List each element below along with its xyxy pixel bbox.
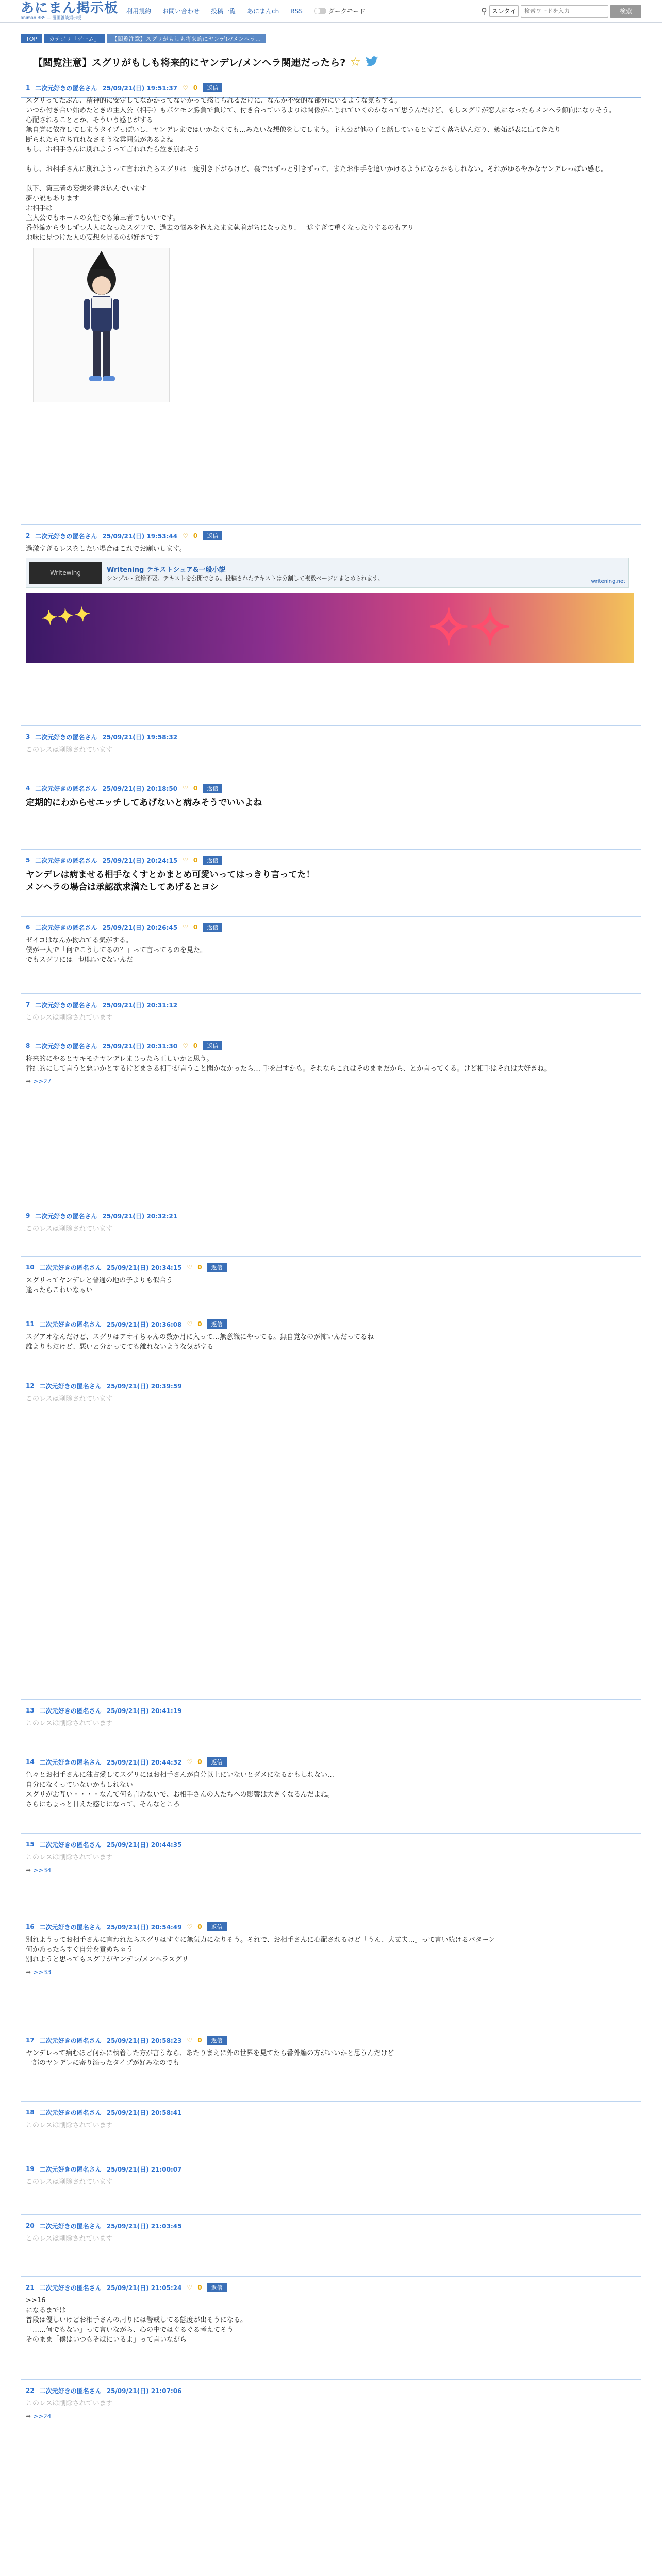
- nav-post-list[interactable]: 投稿一覧: [211, 8, 236, 15]
- post-header: [26, 531, 636, 541]
- post-date: 25/09/21(日) 21:03:45: [106, 2222, 182, 2230]
- post-header: [26, 1705, 636, 1716]
- post-author: 二次元好きの匿名さん: [39, 1320, 102, 1328]
- post-author: 二次元好きの匿名さん: [39, 1758, 102, 1766]
- post-header: [26, 1041, 636, 1051]
- post-body: [26, 1719, 636, 1728]
- link-thumbnail: Writewing: [29, 562, 102, 584]
- post-header: [26, 999, 636, 1010]
- post-body: [26, 1394, 636, 1404]
- search-button[interactable]: 検索: [610, 5, 641, 18]
- post-item: [26, 1922, 636, 1976]
- heart-icon[interactable]: ♡: [187, 1923, 193, 1930]
- post-number[interactable]: 15: [26, 1841, 35, 1848]
- post-date: 25/09/21(日) 20:58:41: [106, 2109, 182, 2116]
- share-arrow-icon[interactable]: ➦: [26, 2413, 31, 2420]
- post-item: [26, 1757, 636, 1809]
- heart-icon[interactable]: ♡: [183, 785, 188, 792]
- post-body: [26, 2399, 636, 2409]
- reply-button[interactable]: 返信: [207, 1319, 227, 1329]
- post-body: [26, 1770, 636, 1809]
- link-text: [107, 564, 591, 582]
- share-arrow-icon[interactable]: ➦: [26, 1867, 31, 1874]
- reply-link-row: [26, 2413, 636, 2420]
- post-body: [26, 796, 636, 809]
- post-divider: [21, 725, 641, 726]
- post-header: [26, 2221, 636, 2231]
- like-count: 0: [197, 2037, 202, 2044]
- post-header: [26, 1839, 636, 1850]
- post-text: このレスは削除されています: [26, 1225, 113, 1233]
- post-author: 二次元好きの匿名さん: [39, 1382, 102, 1390]
- post-body: [26, 1332, 636, 1352]
- post-divider: [21, 849, 641, 850]
- post-divider: [21, 916, 641, 917]
- breadcrumb-top[interactable]: TOP: [21, 34, 42, 43]
- post-body: [26, 1224, 636, 1234]
- post-text: このレスは削除されています: [26, 1854, 113, 1861]
- post-header: [26, 922, 636, 933]
- post-body: [26, 544, 636, 554]
- heart-icon[interactable]: ♡: [183, 84, 188, 91]
- post-body: [26, 2234, 636, 2244]
- heart-icon[interactable]: ♡: [183, 857, 188, 864]
- post-text: 定期的にわからせエッチしてあげないと病みそうでいいよね: [26, 798, 262, 808]
- post-number[interactable]: 2: [26, 532, 30, 539]
- post-item: [26, 2385, 636, 2420]
- heart-icon[interactable]: ♡: [183, 924, 188, 931]
- ad-graphic-number: ✧✧: [428, 598, 511, 656]
- heart-icon[interactable]: ♡: [187, 2284, 193, 2291]
- reply-link-row: [26, 1078, 636, 1085]
- post-header: [26, 1319, 636, 1329]
- post-number[interactable]: 4: [26, 785, 30, 792]
- post-date: 25/09/21(日) 20:32:21: [102, 1212, 178, 1220]
- post-author: 二次元好きの匿名さん: [35, 532, 97, 540]
- post-author: 二次元好きの匿名さん: [39, 1923, 102, 1931]
- reply-button[interactable]: 返信: [207, 1922, 227, 1931]
- post-divider: [21, 2101, 641, 2102]
- post-item: [26, 1319, 636, 1352]
- post-author: 二次元好きの匿名さん: [35, 924, 97, 931]
- like-count: 0: [197, 1758, 202, 1766]
- post-header: [26, 2164, 636, 2174]
- search-icon: ⚲: [481, 6, 487, 16]
- post-divider: [21, 993, 641, 994]
- post-date: 25/09/21(日) 20:36:08: [106, 1320, 182, 1328]
- favorite-star-icon[interactable]: ☆: [350, 55, 361, 69]
- reply-button[interactable]: 返信: [207, 1263, 227, 1272]
- post-item: [26, 783, 636, 809]
- post-author: 二次元好きの匿名さん: [35, 733, 97, 741]
- post-author: 二次元好きの匿名さん: [39, 2284, 102, 2292]
- reply-button[interactable]: 返信: [203, 923, 222, 932]
- post-text: このレスは削除されています: [26, 2178, 113, 2186]
- post-number[interactable]: 18: [26, 2109, 35, 2116]
- post-number[interactable]: 16: [26, 1923, 35, 1930]
- post-number[interactable]: 10: [26, 1264, 35, 1271]
- post-item: [26, 2164, 636, 2187]
- post-text: スグアオなんだけど、スグリはアオイちゃんの数か月に入って…無意識にやってる。無自覚なのが怖いんだってるね 誰よりもだけど、悪いと分かってても離れないような気がする: [26, 1333, 374, 1351]
- post-header: [26, 1757, 636, 1767]
- logo-subtitle: animan BBS — 漫画雑談掲示板: [21, 15, 81, 20]
- post-text: ゼイコはなんか拗ねてる気がする。 僕が一人で「何でこうしてるの？」って言ってるのを見た。 でもスグリには一切無いでないんだ: [26, 937, 207, 964]
- link-title: Writening テキストシェア&一般小説: [107, 566, 226, 574]
- post-text: ヤンデレって病むほど何かに執着した方が言うなら、あたりまえに外の世界を見てたら番外編の方がいいかと思うんだけど 一部のヤンデレに寄り添ったタイプが好みなのでも: [26, 2049, 394, 2067]
- post-date: 25/09/21(日) 20:24:15: [102, 857, 178, 865]
- nav-rss[interactable]: RSS: [290, 7, 303, 15]
- post-date: 25/09/21(日) 20:44:32: [106, 1758, 182, 1766]
- dark-mode-label: ダークモード: [328, 8, 366, 15]
- advertisement-banner[interactable]: [26, 593, 634, 663]
- reply-button[interactable]: 返信: [207, 1757, 227, 1767]
- post-author: 二次元好きの匿名さん: [35, 1042, 97, 1050]
- post-header: [26, 1211, 636, 1221]
- nav-terms[interactable]: 利用規約: [126, 8, 152, 15]
- like-count: 0: [193, 1042, 198, 1049]
- reply-button[interactable]: 返信: [203, 83, 222, 92]
- reply-anchor-link[interactable]: >>24: [33, 2413, 52, 2420]
- post-number[interactable]: 17: [26, 2037, 35, 2044]
- post-date: 25/09/21(日) 20:34:15: [106, 1264, 182, 1272]
- post-item: [26, 2107, 636, 2130]
- post-date: 25/09/21(日) 20:18:50: [102, 785, 178, 792]
- post-date: 25/09/21(日) 20:54:49: [106, 1923, 182, 1931]
- post-text: このレスは削除されています: [26, 1395, 113, 1403]
- post-divider: [21, 1833, 641, 1834]
- post-number[interactable]: 5: [26, 857, 30, 864]
- reply-button[interactable]: 返信: [203, 531, 222, 540]
- post-divider: [21, 2214, 641, 2215]
- post-list: [21, 0, 641, 2576]
- post-text: スグリってたぶん、精神的に安定してなかかってないかって感じられるだけに、なんか不安的な部分にいるような気もする。 いつか付き合い始めたときの主人公（相手）もポケモン勝負で負けて、付き合っているよりは関係がこじれていくのかなって思うんだけど、もしスグリが恋人になったらメンヘラ傾向になりそう。 心配されることとか、そういう感じがする 無自覚に依存してしまうタイプっぽいし、ヤンデレまではいかなくても…みたいな想像をしてしまう。主人公が他の子と話しているとすごく落ち込んだり、嫉妬が表に出てきたり 断られたら立ち直れなさそうな雰囲気があるよね もし、お相手さんに別れようって言われたら泣き崩れそう もし、お相手さんに別れようって言われたらスグリは一度引き下がるけど、裏ではずっと引きずって、またお相手を追いかけるようになるかもしれない。それがゆるやかなヤンデレっぽい感じ。 以下、第三者の妄想を書き込んでいます 夢小説もあります お相手は 主人公でもホームの女性でも第三者でもいいです。 番外編から少しずつ大人になったスグリで、過去の悩みを抱えたまま執着がちになったり、一途すぎて重くなったりするのもアリ 地味に見つけた人の妄想を見るのが好きです: [26, 97, 616, 242]
- like-count: 0: [193, 924, 198, 931]
- post-text: スグリってヤンデレと普通の地の子よりも似合う 逢ったらこわいなぁい: [26, 1277, 173, 1294]
- post-date: 25/09/21(日) 19:53:44: [102, 532, 178, 540]
- like-count: 0: [193, 785, 198, 792]
- link-card[interactable]: [26, 558, 629, 588]
- post-item: [26, 1262, 636, 1295]
- post-date: 25/09/21(日) 20:26:45: [102, 924, 178, 931]
- like-count: 0: [197, 1923, 202, 1930]
- heart-icon[interactable]: ♡: [183, 1042, 188, 1049]
- post-text: 過激すぎるレスをしたい場合はこれでお願いします。: [26, 545, 186, 553]
- post-header: [26, 855, 636, 866]
- heart-icon[interactable]: ♡: [183, 532, 188, 539]
- post-body: [26, 96, 636, 243]
- page-title: 【閲覧注意】スグリがもしも将来的にヤンデレ/メンヘラ関連だったら?: [33, 57, 346, 69]
- reply-button[interactable]: 返信: [203, 784, 222, 793]
- link-domain: writening.net: [591, 579, 625, 584]
- share-arrow-icon[interactable]: ➦: [26, 1078, 31, 1085]
- post-author: 二次元好きの匿名さん: [39, 2165, 102, 2173]
- reply-link-row: [26, 1969, 636, 1976]
- post-text: このレスは削除されています: [26, 746, 113, 754]
- post-header: [26, 2035, 636, 2045]
- post-header: [26, 1381, 636, 1391]
- post-header: [26, 783, 636, 793]
- post-item: [26, 999, 636, 1023]
- post-number[interactable]: 1: [26, 84, 30, 91]
- heart-icon[interactable]: ♡: [187, 1264, 193, 1271]
- breadcrumb-category[interactable]: カテゴリ「ゲーム」: [44, 34, 105, 43]
- post-author: 二次元好きの匿名さん: [35, 1001, 97, 1009]
- post-item: [26, 2035, 636, 2068]
- heart-icon[interactable]: ♡: [187, 1758, 193, 1766]
- post-text: このレスは削除されています: [26, 2400, 113, 2408]
- like-count: 0: [197, 2284, 202, 2291]
- search-scope-select[interactable]: スレタイ: [489, 5, 519, 17]
- reply-anchor-link[interactable]: >>33: [33, 1969, 52, 1976]
- like-count: 0: [193, 84, 198, 91]
- post-author: 二次元好きの匿名さん: [39, 2387, 102, 2395]
- reply-button[interactable]: 返信: [203, 1041, 222, 1050]
- post-number[interactable]: 12: [26, 1382, 35, 1389]
- post-body: [26, 1054, 636, 1074]
- reply-button[interactable]: 返信: [207, 2036, 227, 2045]
- post-header: [26, 2107, 636, 2117]
- post-header: [26, 82, 636, 93]
- nav-contact[interactable]: お問い合わせ: [162, 8, 200, 15]
- post-item: [26, 531, 636, 663]
- post-date: 25/09/21(日) 20:31:12: [102, 1001, 178, 1009]
- post-number[interactable]: 21: [26, 2284, 35, 2291]
- ad-logo-graphic: ✦✦✦: [40, 602, 92, 630]
- post-number[interactable]: 3: [26, 733, 30, 740]
- post-number[interactable]: 9: [26, 1212, 30, 1219]
- post-date: 25/09/21(日) 20:41:19: [106, 1707, 182, 1715]
- reply-button[interactable]: 返信: [203, 856, 222, 865]
- post-item: [26, 1839, 636, 1874]
- post-number[interactable]: 13: [26, 1707, 35, 1714]
- like-count: 0: [197, 1320, 202, 1328]
- post-text: このレスは削除されています: [26, 2235, 113, 2243]
- post-body: [26, 2121, 636, 2130]
- nav-animanch[interactable]: あにまんch: [247, 8, 279, 15]
- post-text: このレスは削除されています: [26, 1014, 113, 1022]
- post-date: 25/09/21(日) 19:58:32: [102, 733, 178, 741]
- post-divider: [21, 1699, 641, 1700]
- like-count: 0: [193, 532, 198, 539]
- post-item: [26, 2282, 636, 2345]
- post-author: 二次元好きの匿名さん: [39, 1841, 102, 1849]
- post-item: [26, 2221, 636, 2244]
- post-header: [26, 2282, 636, 2293]
- post-header: [26, 1922, 636, 1932]
- post-item: [26, 1705, 636, 1728]
- post-item: [26, 855, 636, 893]
- post-date: 25/09/21(日) 19:51:37: [102, 84, 178, 92]
- post-divider: [21, 2379, 641, 2380]
- post-body: [26, 2048, 636, 2068]
- post-number[interactable]: 6: [26, 924, 30, 931]
- post-number[interactable]: 22: [26, 2387, 35, 2394]
- post-header: [26, 1262, 636, 1273]
- post-image[interactable]: [33, 248, 170, 402]
- post-body: [26, 936, 636, 965]
- logo-title: あにまん掲示板: [21, 1, 119, 16]
- post-number[interactable]: 19: [26, 2165, 35, 2173]
- post-number[interactable]: 7: [26, 1001, 30, 1008]
- reply-link-row: [26, 1867, 636, 1874]
- like-count: 0: [197, 1264, 202, 1271]
- post-text: このレスは削除されています: [26, 2122, 113, 2129]
- post-divider: [21, 1256, 641, 1257]
- post-author: 二次元好きの匿名さん: [39, 1264, 102, 1272]
- post-item: [26, 732, 636, 755]
- heart-icon[interactable]: ♡: [187, 2037, 193, 2044]
- post-author: 二次元好きの匿名さん: [35, 857, 97, 865]
- post-item: [26, 922, 636, 965]
- reply-button[interactable]: 返信: [207, 2283, 227, 2292]
- heart-icon[interactable]: ♡: [187, 1320, 193, 1328]
- post-text: 色々とお相手さんに独占愛してスグリにはお相手さんが自分以上にいないとダメになるかもしれない… 自分になくっていないかもしれない スグリがお互い・・・・なんて何も言わないで、お相手さんの人たちへの影響は大きくなるんだよね。 さらにちょっと甘えた感じになって、そんなところ: [26, 1771, 335, 1808]
- post-date: 25/09/21(日) 21:05:24: [106, 2284, 182, 2292]
- post-body: [26, 1276, 636, 1295]
- breadcrumb-current: 【閲覧注意】スグリがもしも将来的にヤンデレ/メンヘラ…: [107, 34, 266, 43]
- post-author: 二次元好きの匿名さん: [39, 2037, 102, 2044]
- reply-anchor-link[interactable]: >>34: [33, 1867, 52, 1874]
- post-author: 二次元好きの匿名さん: [35, 1212, 97, 1220]
- post-number[interactable]: 20: [26, 2222, 35, 2229]
- post-date: 25/09/21(日) 20:31:30: [102, 1042, 178, 1050]
- post-author: 二次元好きの匿名さん: [39, 2222, 102, 2230]
- post-author: 二次元好きの匿名さん: [39, 1707, 102, 1715]
- post-text: 将来的にやるとヤキモチヤンデレまじったら正しいかと思う。 番組的にして言うと悪いかとするけどまさる相手が言うこと聞かなかったら… 手を出すかも。それならこれはそのままだから、とか言ってくる。けど相手はそれは大好きね。: [26, 1055, 551, 1073]
- link-description: シンプル・登録不要。テキストを公開できる。投稿されたテキストは分割して複数ページにまとめられます。: [107, 574, 384, 582]
- post-divider: [21, 2276, 641, 2277]
- post-date: 25/09/21(日) 21:07:06: [106, 2387, 182, 2395]
- reply-anchor-link[interactable]: >>27: [33, 1078, 52, 1085]
- post-text: このレスは削除されています: [26, 1720, 113, 1727]
- post-text: 別れようってお相手さんに言われたらスグリはすぐに無気力になりそう。それで、お相手さんに心配されるけど「うん、大丈夫…」って言い続けるパターン 何かあったらすぐ自分を責めちゃう 別れようと思ってもスグリがヤンデレ/メンヘラスグリ: [26, 1936, 495, 1963]
- post-item: [26, 1211, 636, 1234]
- post-divider: [21, 524, 641, 525]
- post-date: 25/09/21(日) 20:44:35: [106, 1841, 182, 1849]
- post-number[interactable]: 11: [26, 1320, 35, 1328]
- post-item: [26, 1381, 636, 1404]
- post-author: 二次元好きの匿名さん: [35, 84, 97, 92]
- post-body: [26, 2296, 636, 2345]
- post-body: [26, 2177, 636, 2187]
- post-date: 25/09/21(日) 20:39:59: [106, 1382, 182, 1390]
- like-count: 0: [193, 857, 198, 864]
- post-body: [26, 1935, 636, 1964]
- post-author: 二次元好きの匿名さん: [39, 2109, 102, 2116]
- post-text: >>16 になるまでは 普段は優しいけどお相手さんの周りには警戒してる態度が出そうになる。 「……何でもない」って言いながら、心の中ではぐるぐる考えてそう そのまま「僕はいつもそばにいるよ」って言いながら: [26, 2297, 247, 2344]
- post-author: 二次元好きの匿名さん: [35, 785, 97, 792]
- post-header: [26, 2385, 636, 2396]
- post-number[interactable]: 8: [26, 1042, 30, 1049]
- post-date: 25/09/21(日) 20:58:23: [106, 2037, 182, 2044]
- post-body: [26, 1853, 636, 1862]
- post-text: ヤンデレは病ませる相手なくすとかまとめ可愛いってはっきり言ってた！ メンヘラの場合は承認欲求満たしてあげるとヨシ: [26, 870, 315, 892]
- post-number[interactable]: 14: [26, 1758, 35, 1766]
- post-body: [26, 745, 636, 755]
- post-item: [26, 82, 636, 402]
- post-body: [26, 869, 636, 893]
- share-arrow-icon[interactable]: ➦: [26, 1969, 31, 1976]
- post-body: [26, 1013, 636, 1023]
- post-header: [26, 732, 636, 742]
- post-date: 25/09/21(日) 21:00:07: [106, 2165, 182, 2173]
- post-item: [26, 1041, 636, 1085]
